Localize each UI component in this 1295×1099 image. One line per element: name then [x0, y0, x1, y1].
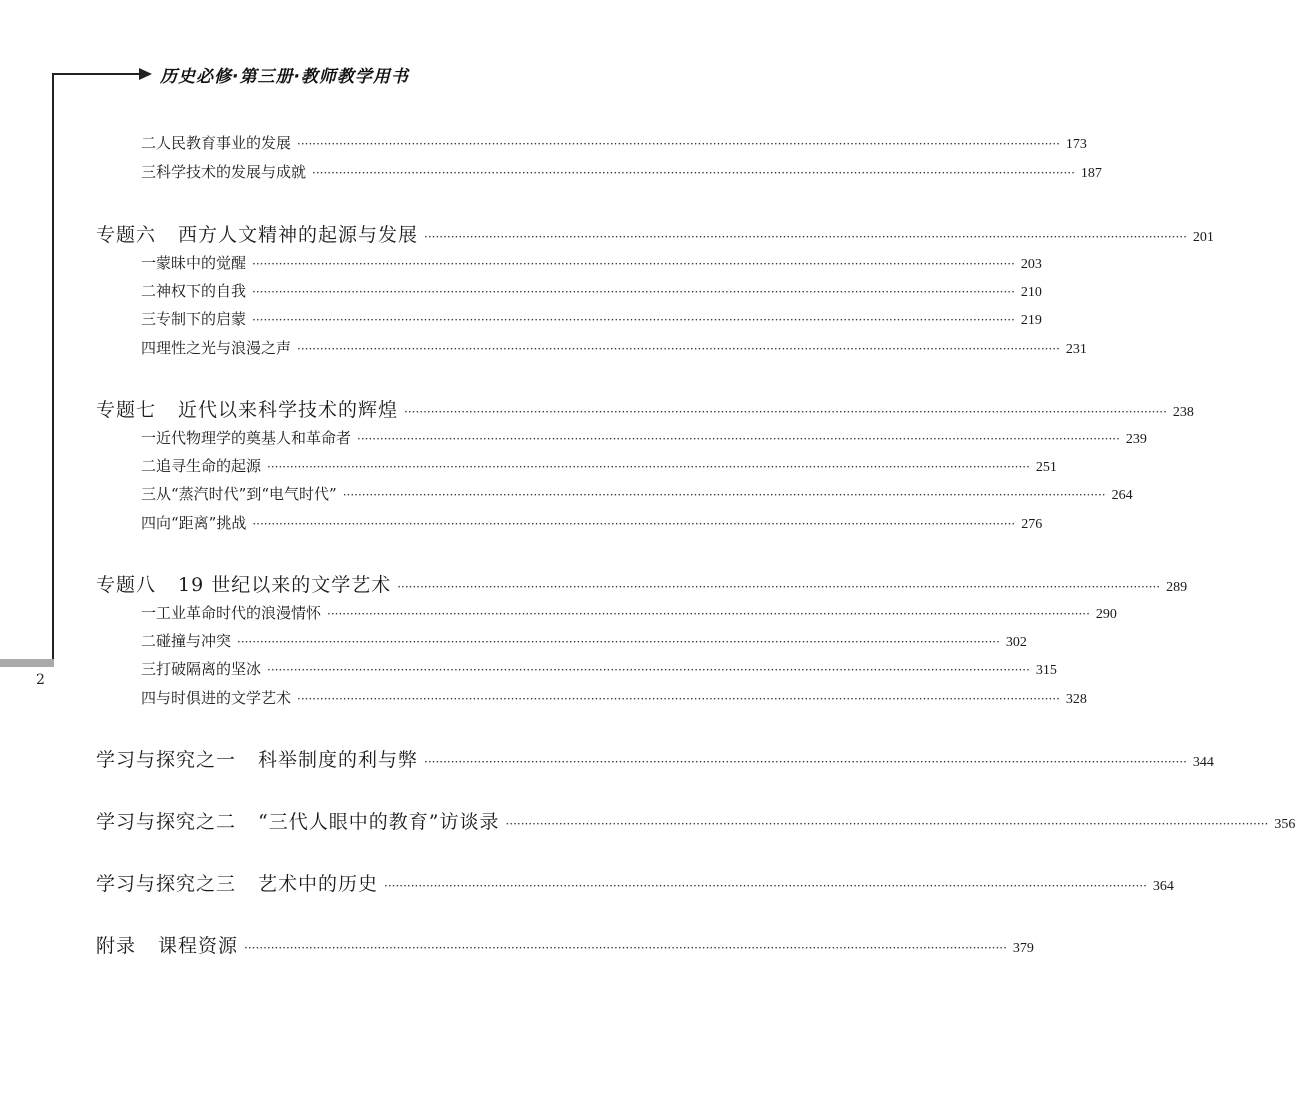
toc-entry-number: 三 — [141, 310, 157, 328]
dot-leader: ········································································································································································································ — [252, 313, 1015, 327]
toc-chapter-entry[interactable] — [96, 745, 1214, 772]
toc-entry-number: 学习与探究之二 — [96, 811, 237, 833]
toc-entry-title: 理性之光与浪漫之声 — [156, 339, 292, 357]
dot-leader: ········································································································································································································ — [297, 342, 1060, 356]
toc-entry-page: 203 — [1020, 257, 1042, 272]
toc-entry-page: 251 — [1035, 460, 1057, 475]
toc-entry-number: 二 — [141, 134, 157, 152]
dot-leader: ········································································································································································································ — [267, 460, 1030, 474]
toc-entry-page: 379 — [1012, 941, 1034, 956]
dot-leader: ········································································································································································································ — [252, 285, 1015, 299]
toc-entry-number: 专题七 — [96, 399, 157, 421]
toc-chapter-entry[interactable] — [96, 220, 1214, 247]
toc-section-entry[interactable] — [141, 630, 1027, 651]
dot-leader: ········································································································································································································ — [252, 517, 1016, 531]
header-rule — [52, 73, 142, 75]
dot-leader: ········································································································································································································ — [424, 230, 1187, 244]
page-number: 2 — [36, 672, 45, 688]
toc-entry-page: 290 — [1095, 607, 1117, 622]
toc-entry-page: 276 — [1021, 517, 1043, 532]
dot-leader: ········································································································································································································ — [297, 137, 1060, 151]
toc-entry-number: 一 — [141, 254, 157, 272]
dot-leader: ········································································································································································································ — [252, 257, 1015, 271]
dot-leader: ········································································································································································································ — [297, 692, 1060, 706]
toc-section-entry[interactable] — [141, 483, 1133, 504]
toc-section-entry[interactable] — [141, 308, 1042, 329]
toc-entry-page: 344 — [1192, 755, 1214, 770]
toc-entry-title: 蒙昧中的觉醒 — [156, 254, 247, 272]
dot-leader: ········································································································································································································ — [342, 488, 1106, 502]
toc-entry-page: 239 — [1125, 432, 1147, 447]
dot-leader: ········································································································································································································ — [384, 879, 1147, 893]
toc-entry-number: 附录 — [96, 935, 137, 957]
toc-chapter-entry[interactable] — [96, 931, 1034, 958]
toc-entry-page: 356 — [1274, 817, 1295, 832]
toc-chapter-entry[interactable] — [96, 570, 1188, 597]
toc-entry-title: 神权下的自我 — [156, 282, 247, 300]
toc-entry-title: 专制下的启蒙 — [156, 310, 247, 328]
toc-entry-title: 西方人文精神的起源与发展 — [178, 224, 419, 246]
toc-entry-page: 264 — [1111, 488, 1133, 503]
toc-entry-number: 四 — [141, 689, 157, 707]
toc-entry-page: 315 — [1035, 663, 1057, 678]
toc-section-entry[interactable] — [141, 658, 1057, 679]
toc-section-entry[interactable] — [141, 512, 1043, 533]
toc-entry-number: 四 — [141, 339, 157, 357]
arrow-right-icon — [139, 68, 152, 80]
toc-entry-title: 科举制度的利与弊 — [258, 749, 419, 771]
toc-entry-number: 一 — [141, 604, 157, 622]
toc-entry-title: 追寻生命的起源 — [156, 457, 262, 475]
toc-entry-number: 二 — [141, 632, 157, 650]
toc-entry-page: 238 — [1172, 405, 1194, 420]
toc-entry-number: 三 — [141, 660, 157, 678]
toc-entry-number: 学习与探究之一 — [96, 749, 237, 771]
toc-entry-number: 四 — [141, 514, 157, 532]
toc-entry-page: 201 — [1192, 230, 1214, 245]
toc-entry-number: 二 — [141, 282, 157, 300]
toc-entry-title: 碰撞与冲突 — [156, 632, 232, 650]
toc-entry-title: 近代物理学的奠基人和革命者 — [156, 429, 352, 447]
toc-entry-page: 187 — [1080, 166, 1102, 181]
toc-entry-number: 专题六 — [96, 224, 157, 246]
toc-entry-page: 219 — [1020, 313, 1042, 328]
toc-entry-title: 打破隔离的坚冰 — [156, 660, 262, 678]
toc-entry-title: 工业革命时代的浪漫情怀 — [156, 604, 322, 622]
toc-chapter-entry[interactable] — [96, 395, 1194, 422]
toc-section-entry[interactable] — [141, 687, 1087, 708]
dot-leader: ········································································································································································································ — [237, 635, 1000, 649]
toc-entry-title: “三代人眼中的教育”访谈录 — [258, 811, 500, 833]
toc-entry-title: 科学技术的发展与成就 — [156, 163, 307, 181]
toc-entry-title: 近代以来科学技术的辉煌 — [178, 399, 399, 421]
toc-chapter-entry[interactable] — [96, 869, 1174, 896]
toc-entry-page: 289 — [1166, 580, 1188, 595]
side-tab — [0, 659, 54, 667]
toc-entry-page: 173 — [1065, 137, 1087, 152]
toc-entry-number: 专题八 — [96, 574, 157, 596]
dot-leader: ········································································································································································································ — [267, 663, 1030, 677]
toc-entry-number: 一 — [141, 429, 157, 447]
toc-section-entry[interactable] — [141, 132, 1087, 153]
dot-leader: ········································································································································································································ — [357, 432, 1120, 446]
dot-leader: ········································································································································································································ — [312, 166, 1075, 180]
toc-section-entry[interactable] — [141, 602, 1117, 623]
toc-entry-number: 三 — [141, 485, 157, 503]
dot-leader: ········································································································································································································ — [404, 405, 1167, 419]
toc-entry-page: 302 — [1005, 635, 1027, 650]
toc-section-entry[interactable] — [141, 280, 1042, 301]
toc-entry-title: 与时俱进的文学艺术 — [156, 689, 292, 707]
dot-leader: ········································································································································································································ — [244, 941, 1007, 955]
toc-chapter-entry[interactable] — [96, 807, 1295, 834]
toc-section-entry[interactable] — [141, 337, 1087, 358]
dot-leader: ········································································································································································································ — [327, 607, 1090, 621]
toc-entry-title: 艺术中的历史 — [258, 873, 379, 895]
toc-entry-title: 从“蒸汽时代”到“电气时代” — [156, 485, 337, 503]
toc-entry-number: 二 — [141, 457, 157, 475]
toc-section-entry[interactable] — [141, 161, 1102, 182]
toc-entry-number: 学习与探究之三 — [96, 873, 237, 895]
dot-leader: ········································································································································································································ — [505, 817, 1269, 831]
toc-entry-title: 向“距离”挑战 — [156, 514, 247, 532]
margin-rule — [52, 73, 54, 661]
toc-section-entry[interactable] — [141, 252, 1042, 273]
toc-entry-title: 课程资源 — [158, 935, 239, 957]
running-header-title: 历史必修·第三册·教师教学用书 — [160, 67, 409, 87]
toc-entry-number: 三 — [141, 163, 157, 181]
toc-entry-page: 364 — [1152, 879, 1174, 894]
toc-section-entry[interactable] — [141, 455, 1057, 476]
toc-section-entry[interactable] — [141, 427, 1147, 448]
toc-entry-title: 19 世纪以来的文学艺术 — [178, 574, 392, 596]
toc-entry-page: 231 — [1065, 342, 1087, 357]
dot-leader: ········································································································································································································ — [424, 755, 1187, 769]
toc-entry-page: 328 — [1065, 692, 1087, 707]
toc-entry-title: 人民教育事业的发展 — [156, 134, 292, 152]
dot-leader: ········································································································································································································ — [397, 580, 1161, 594]
toc-entry-page: 210 — [1020, 285, 1042, 300]
